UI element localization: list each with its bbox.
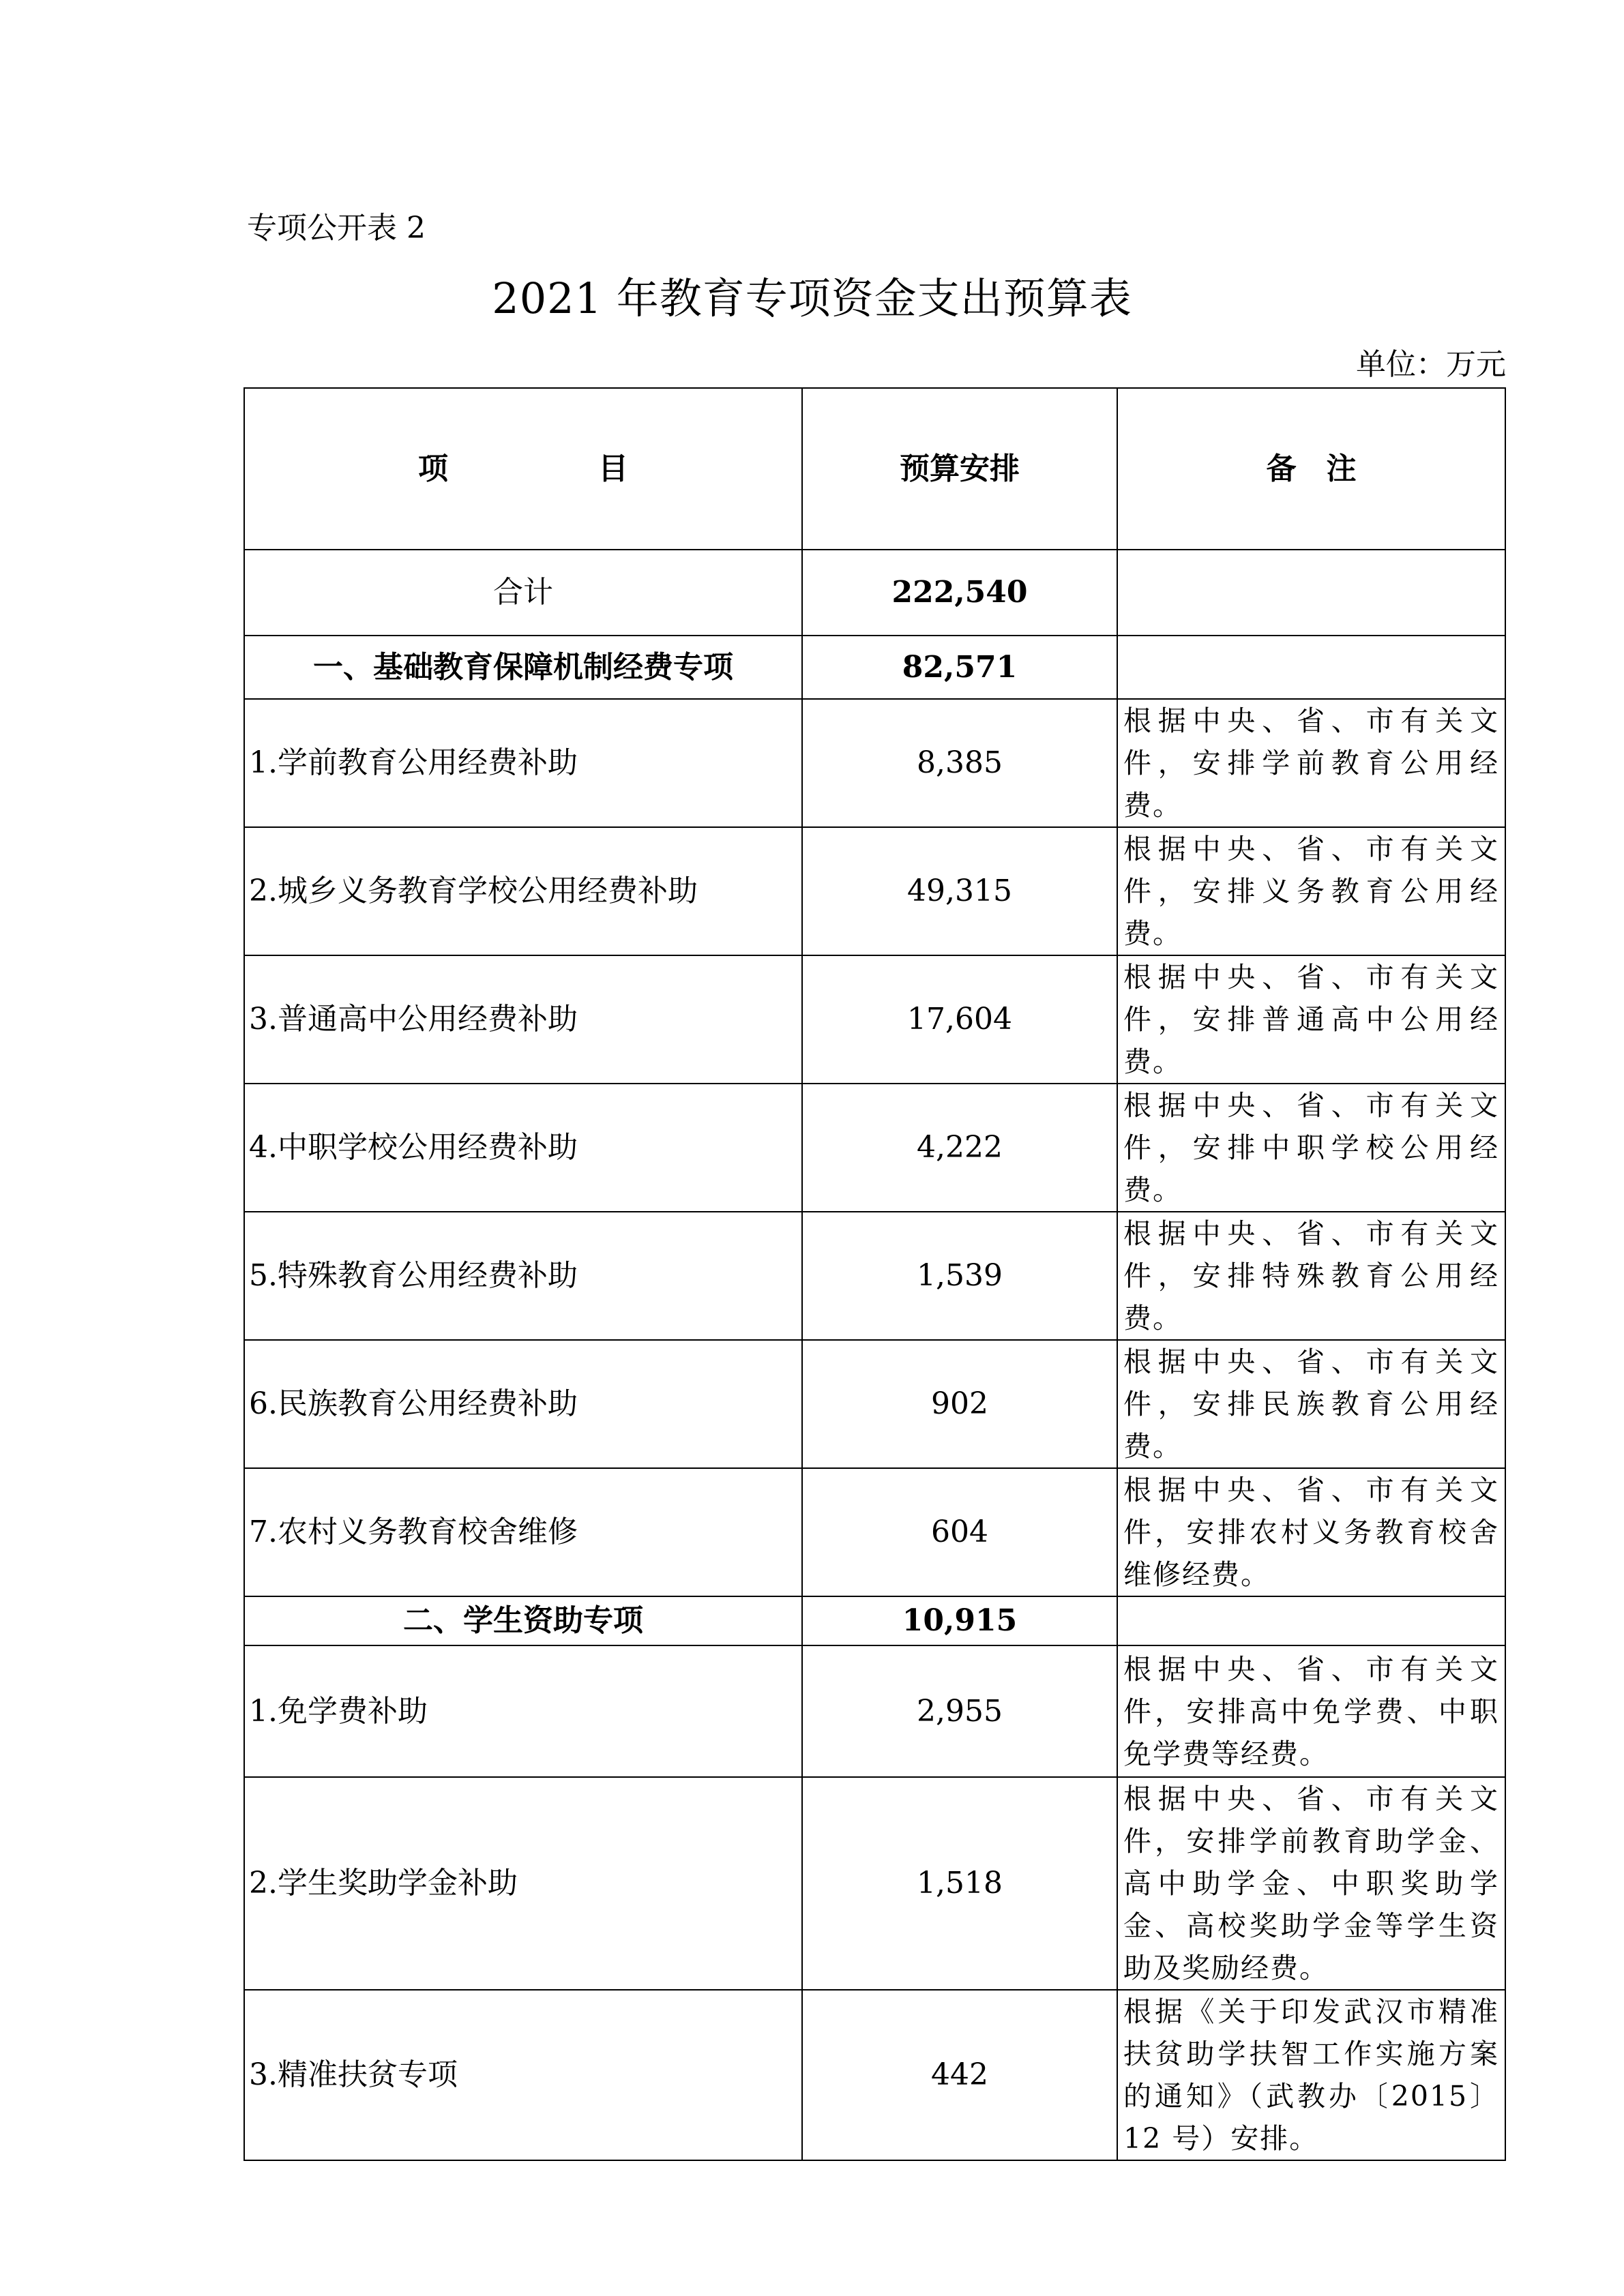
table-row xyxy=(244,1990,1505,2160)
item-name: 2.城乡义务教育学校公用经费补助 xyxy=(244,827,802,955)
item-amount: 2,955 xyxy=(802,1645,1117,1777)
section-note xyxy=(1117,1596,1505,1645)
item-note: 根据中央、省、市有关文件，安排义务教育公用经费。 xyxy=(1117,827,1505,955)
item-note: 根据《关于印发武汉市精准扶贫助学扶智工作实施方案的通知》（武教办〔2015〕12 号）安排。 xyxy=(1117,1990,1505,2160)
item-amount: 604 xyxy=(802,1468,1117,1596)
table-row xyxy=(244,699,1505,827)
item-note: 根据中央、省、市有关文件，安排普通高中公用经费。 xyxy=(1117,955,1505,1084)
table-row xyxy=(244,1084,1505,1212)
total-label: 合计 xyxy=(244,550,802,636)
item-name: 4.中职学校公用经费补助 xyxy=(244,1084,802,1212)
item-amount: 902 xyxy=(802,1340,1117,1468)
section-amount: 82,571 xyxy=(802,636,1117,699)
section-row xyxy=(244,1596,1505,1645)
total-note xyxy=(1117,550,1505,636)
table-row xyxy=(244,827,1505,955)
section-name: 一、基础教育保障机制经费专项 xyxy=(244,636,802,699)
section-name: 二、学生资助专项 xyxy=(244,1596,802,1645)
item-name: 2.学生奖助学金补助 xyxy=(244,1777,802,1990)
section-note xyxy=(1117,636,1505,699)
document-label: 专项公开表 2 xyxy=(247,211,426,245)
item-amount: 1,518 xyxy=(802,1777,1117,1990)
item-name: 5.特殊教育公用经费补助 xyxy=(244,1212,802,1340)
item-amount: 49,315 xyxy=(802,827,1117,955)
table-header-row xyxy=(244,388,1505,550)
item-note: 根据中央、省、市有关文件，安排高中免学费、中职免学费等经费。 xyxy=(1117,1645,1505,1777)
header-budget: 预算安排 xyxy=(802,388,1117,550)
item-amount: 8,385 xyxy=(802,699,1117,827)
total-amount: 222,540 xyxy=(802,550,1117,636)
item-note: 根据中央、省、市有关文件，安排农村义务教育校舍维修经费。 xyxy=(1117,1468,1505,1596)
page-title: 2021 年教育专项资金支出预算表 xyxy=(492,273,1132,323)
budget-table xyxy=(243,387,1506,2161)
table-row xyxy=(244,1645,1505,1777)
item-note: 根据中央、省、市有关文件，安排特殊教育公用经费。 xyxy=(1117,1212,1505,1340)
item-note: 根据中央、省、市有关文件，安排学前教育助学金、高中助学金、中职奖助学金、高校奖助学金等学生资助及奖励经费。 xyxy=(1117,1777,1505,1990)
table-row xyxy=(244,955,1505,1084)
item-amount: 442 xyxy=(802,1990,1117,2160)
item-note: 根据中央、省、市有关文件，安排中职学校公用经费。 xyxy=(1117,1084,1505,1212)
item-name: 7.农村义务教育校舍维修 xyxy=(244,1468,802,1596)
total-row xyxy=(244,550,1505,636)
item-name: 3.精准扶贫专项 xyxy=(244,1990,802,2160)
item-name: 6.民族教育公用经费补助 xyxy=(244,1340,802,1468)
section-row xyxy=(244,636,1505,699)
table-row xyxy=(244,1340,1505,1468)
table-row xyxy=(244,1468,1505,1596)
item-note: 根据中央、省、市有关文件，安排民族教育公用经费。 xyxy=(1117,1340,1505,1468)
table-row xyxy=(244,1212,1505,1340)
item-amount: 4,222 xyxy=(802,1084,1117,1212)
item-amount: 1,539 xyxy=(802,1212,1117,1340)
item-name: 1.学前教育公用经费补助 xyxy=(244,699,802,827)
item-name: 1.免学费补助 xyxy=(244,1645,802,1777)
item-name: 3.普通高中公用经费补助 xyxy=(244,955,802,1084)
header-notes: 备 注 xyxy=(1117,388,1505,550)
table-row xyxy=(244,1777,1505,1990)
item-amount: 17,604 xyxy=(802,955,1117,1084)
section-amount: 10,915 xyxy=(802,1596,1117,1645)
unit-label: 单位：万元 xyxy=(1356,347,1506,382)
item-note: 根据中央、省、市有关文件，安排学前教育公用经费。 xyxy=(1117,699,1505,827)
header-item: 项 目 xyxy=(244,388,802,550)
